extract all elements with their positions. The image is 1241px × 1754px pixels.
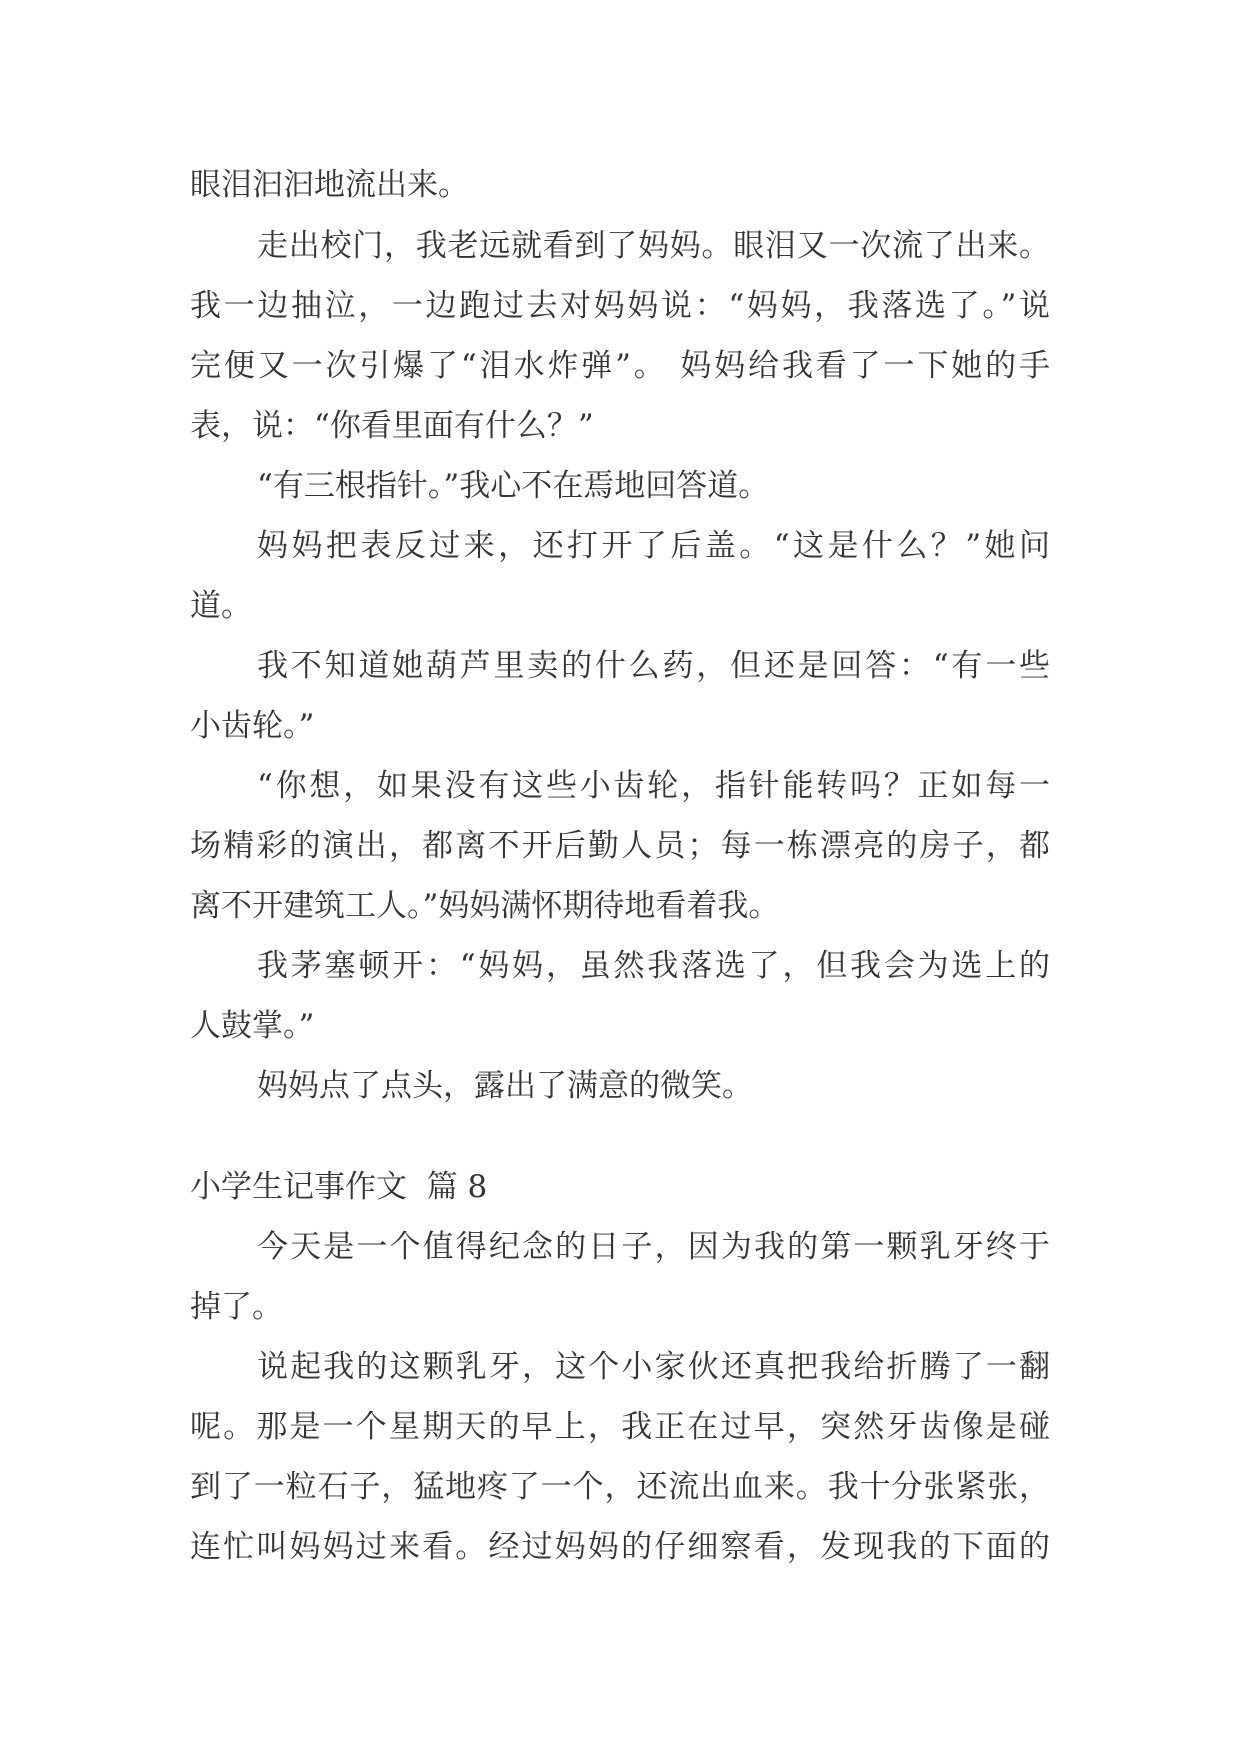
paragraph-line: 妈妈点了点头，露出了满意的微笑。 (257, 1068, 753, 1104)
paragraph-line: 完便又一次引爆了“泪水炸弹”。 妈妈给我看了一下她的手 (190, 348, 1050, 384)
paragraph-line: 掉了。 (190, 1289, 283, 1325)
paragraph-line: 表，说：“你看里面有什么？” (190, 408, 594, 444)
paragraph-line: “你想，如果没有这些小齿轮，指针能转吗？正如每一 (257, 768, 1050, 804)
paragraph-line: 场精彩的演出，都离不开后勤人员；每一栋漂亮的房子，都 (190, 828, 1050, 864)
paragraph-line: 呢。那是一个星期天的早上，我正在过早，突然牙齿像是碰 (190, 1409, 1050, 1445)
paragraph-line: 离不开建筑工人。”妈妈满怀期待地看着我。 (190, 888, 780, 924)
paragraph-line: 连忙叫妈妈过来看。经过妈妈的仔细察看，发现我的下面的 (190, 1529, 1050, 1565)
paragraph-line: 妈妈把表反过来，还打开了后盖。“这是什么？”她问 (257, 528, 1050, 564)
paragraph-line: 我不知道她葫芦里卖的什么药，但还是回答：“有一些 (257, 648, 1050, 684)
paragraph-line: “有三根指针。”我心不在焉地回答道。 (257, 468, 770, 504)
section-title: 小学生记事作文 篇 8 (190, 1169, 488, 1205)
paragraph-line: 人鼓掌。” (190, 1008, 315, 1044)
paragraph-line: 说起我的这颗乳牙，这个小家伙还真把我给折腾了一翻 (257, 1349, 1050, 1385)
paragraph-line: 到了一粒石子，猛地疼了一个，还流出血来。我十分张紧张， (190, 1469, 1050, 1505)
paragraph-line: 走出校门，我老远就看到了妈妈。眼泪又一次流了出来。 (257, 228, 1050, 264)
paragraph-line: 我一边抽泣，一边跑过去对妈妈说：“妈妈，我落选了。”说 (190, 288, 1050, 324)
paragraph-line: 眼泪汩汩地流出来。 (190, 167, 469, 203)
paragraph-line: 道。 (190, 588, 252, 624)
paragraph-line: 小齿轮。” (190, 708, 315, 744)
paragraph-line: 今天是一个值得纪念的日子，因为我的第一颗乳牙终于 (257, 1229, 1050, 1265)
paragraph-line: 我茅塞顿开：“妈妈，虽然我落选了，但我会为选上的 (257, 948, 1050, 984)
